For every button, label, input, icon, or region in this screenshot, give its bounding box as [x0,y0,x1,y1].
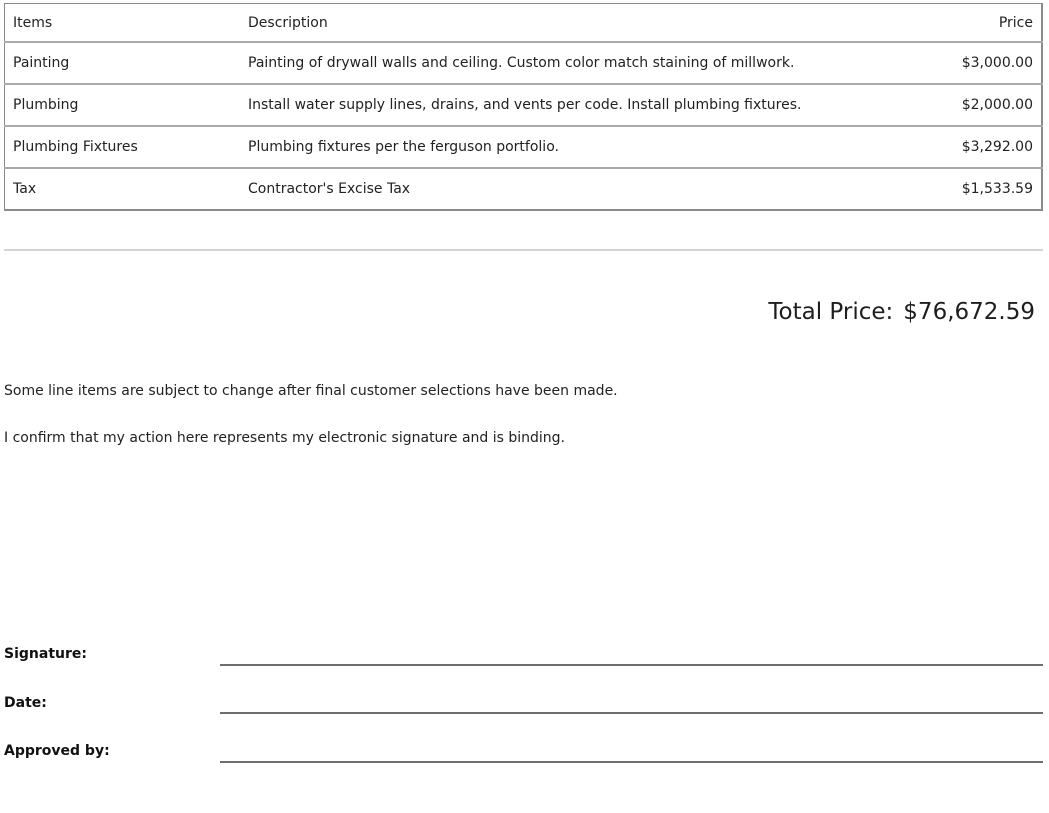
table-header-row [5,4,1043,43]
header-items: Items [5,4,241,43]
row-item: Plumbing Fixtures [5,126,241,168]
section-divider [4,249,1043,251]
signature-label: Signature: [4,646,87,662]
row-price: $2,000.00 [905,84,1042,126]
row-item: Painting [5,42,241,84]
row-item: Tax [13,181,37,197]
row-price: $3,000.00 [905,42,1042,84]
approved-by-line[interactable] [220,761,1043,763]
header-price: Price [905,4,1042,43]
table-row [5,42,1043,84]
approved-by-label: Approved by: [4,743,110,759]
table-row [5,126,1043,168]
line-items-table [4,3,1043,211]
signature-confirmation: I confirm that my action here represents my electronic signature and is binding. [4,430,566,446]
header-description: Description [240,4,905,43]
row-description: Painting of drywall walls and ceiling. Custom color match staining of millwork. [240,42,905,84]
signature-line[interactable] [220,664,1043,666]
total-price-label: Total Price: [768,299,894,325]
table-row [5,168,1043,210]
change-notice: Some line items are subject to change after final customer selections have been made. [4,383,618,399]
row-price: $1,533.59 [961,181,1033,197]
row-price: $3,292.00 [905,126,1042,168]
total-price [768,299,1035,325]
row-item: Plumbing [5,84,241,126]
total-price-value: $76,672.59 [903,299,1035,325]
date-line[interactable] [220,712,1043,714]
row-description: Install water supply lines, drains, and vents per code. Install plumbing fixtures. [240,84,905,126]
row-description: Contractor's Excise Tax [248,181,411,197]
row-description: Plumbing fixtures per the ferguson portfolio. [240,126,905,168]
date-label: Date: [4,695,47,711]
table-row [5,84,1043,126]
